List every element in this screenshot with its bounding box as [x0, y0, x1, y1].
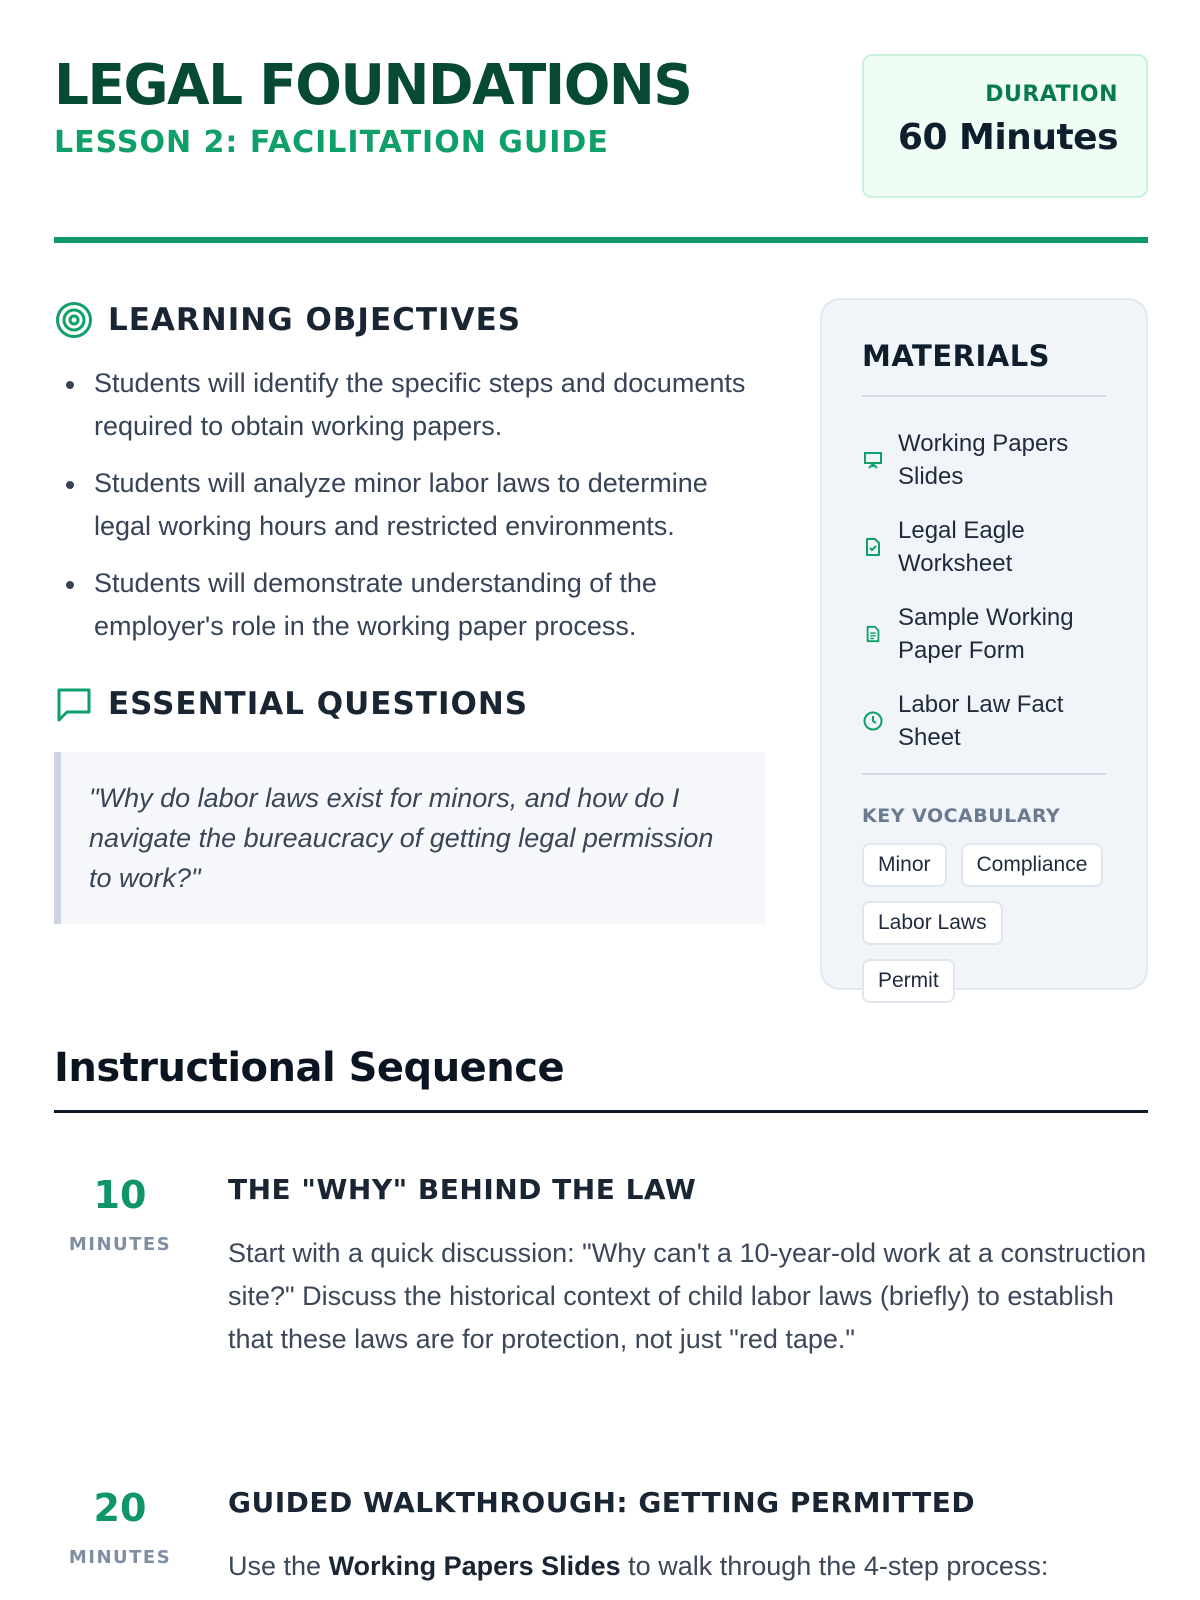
- form-icon: [862, 623, 884, 645]
- page-subtitle: LESSON 2: FACILITATION GUIDE: [54, 125, 609, 160]
- objectives-heading: [54, 296, 766, 344]
- material-label: Sample Working Paper Form: [898, 604, 1074, 664]
- sequence-title: Instructional Sequence: [54, 1045, 565, 1091]
- minutes-label: MINUTES: [68, 1547, 172, 1568]
- left-column: [54, 296, 766, 924]
- vocab-tag: Minor: [862, 843, 947, 887]
- duration-card: [862, 54, 1148, 198]
- sequence-divider: [54, 1110, 1148, 1113]
- objectives-list: [54, 362, 766, 648]
- step-title: THE "WHY" BEHIND THE LAW: [228, 1173, 697, 1206]
- chat-bubble-icon: [54, 684, 94, 724]
- material-item: [862, 425, 1106, 495]
- step-body: [228, 1545, 1148, 1588]
- duration-label: DURATION: [985, 82, 1118, 107]
- list-item: Students will identify the specific steps and documents required to obtain working papers.: [54, 362, 766, 448]
- presentation-icon: [862, 449, 884, 471]
- target-icon: [54, 300, 94, 340]
- duration-value: 60 Minutes: [897, 117, 1118, 158]
- header-divider: [54, 237, 1148, 243]
- step-minutes: 10: [93, 1173, 147, 1217]
- step-title: GUIDED WALKTHROUGH: GETTING PERMITTED: [228, 1486, 976, 1519]
- document-check-icon: [862, 536, 884, 558]
- material-item: [862, 512, 1106, 582]
- material-label: Legal Eagle Worksheet: [898, 517, 1025, 577]
- objectives-title: LEARNING OBJECTIVES: [108, 302, 522, 338]
- vocab-tag: Permit: [862, 959, 955, 1003]
- questions-title: ESSENTIAL QUESTIONS: [108, 686, 529, 722]
- essential-question-quote: "Why do labor laws exist for minors, and how do I navigate the bureaucracy of getting legal permission to work?": [54, 752, 766, 924]
- step-body-bold: Working Papers Slides: [328, 1551, 621, 1581]
- step-duration: [54, 1486, 186, 1568]
- material-item: [862, 599, 1106, 669]
- vocab-tag: Labor Laws: [862, 901, 1003, 945]
- vocab-tags: [862, 843, 1106, 1003]
- material-label: Labor Law Fact Sheet: [898, 691, 1064, 751]
- step-body-prefix: Use the: [228, 1551, 329, 1581]
- minutes-label: MINUTES: [68, 1234, 172, 1255]
- page-header: [54, 54, 1148, 204]
- materials-list: [862, 425, 1106, 756]
- step-content: [228, 1486, 1148, 1588]
- step-duration: [54, 1173, 186, 1255]
- step-content: [228, 1173, 1148, 1361]
- clock-icon: [862, 710, 884, 732]
- step-body-suffix: to walk through the 4-step process:: [620, 1551, 1049, 1581]
- vocab-tag: Compliance: [961, 843, 1104, 887]
- step-body: Start with a quick discussion: "Why can't a 10-year-old work at a construction site?" Discuss the historical context of child labor laws (briefly) to establish that these laws are for protection, not just "red tape.": [228, 1238, 1147, 1354]
- vocab-divider: [862, 773, 1106, 775]
- questions-heading: [54, 680, 766, 728]
- vocab-label: KEY VOCABULARY: [862, 805, 1061, 827]
- materials-title: MATERIALS: [862, 342, 1106, 397]
- material-item: [862, 686, 1106, 756]
- page-title: LEGAL FOUNDATIONS: [54, 53, 692, 118]
- material-label: Working Papers Slides: [898, 430, 1069, 490]
- step-minutes: 20: [93, 1486, 147, 1530]
- list-item: Students will demonstrate understanding of the employer's role in the working paper process.: [54, 562, 766, 648]
- list-item: Students will analyze minor labor laws to determine legal working hours and restricted environments.: [54, 462, 766, 548]
- materials-panel: [820, 298, 1148, 990]
